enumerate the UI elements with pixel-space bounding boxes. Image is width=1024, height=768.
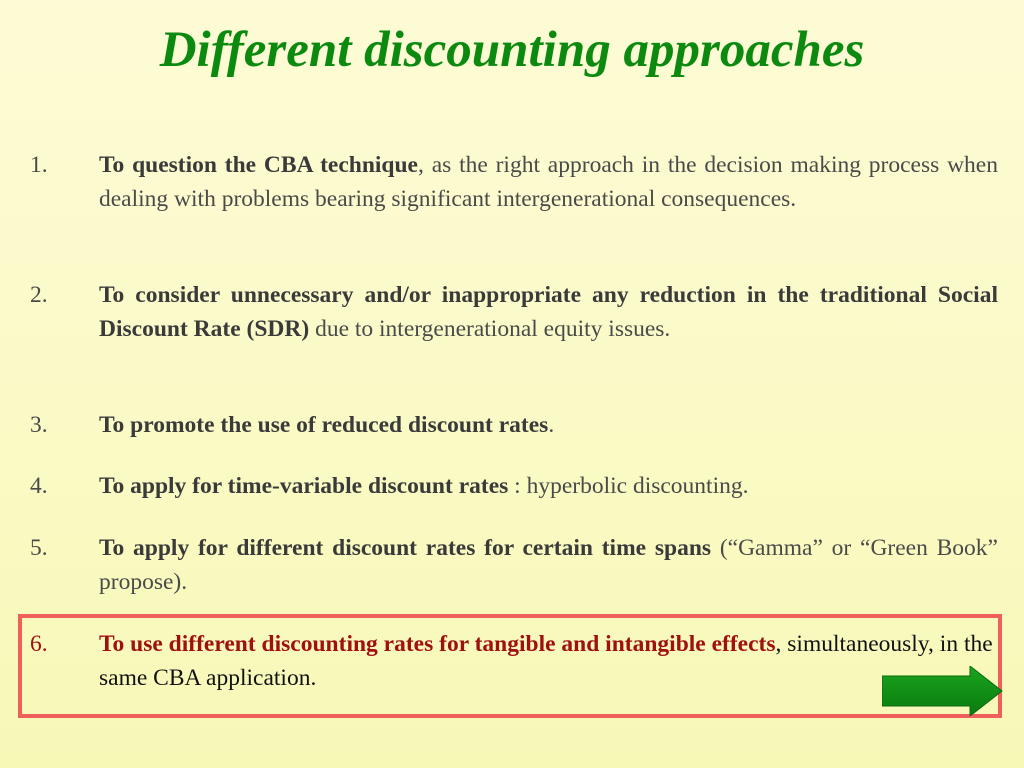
item-text (99, 627, 998, 695)
item-bold-text: To question the CBA technique (99, 152, 418, 178)
list-item-4 (30, 469, 998, 503)
item-number: 1. (30, 152, 48, 178)
list-item-5 (30, 531, 998, 599)
item-rest-text: due to intergenerational equity issues. (309, 316, 671, 342)
list-item-2 (30, 278, 998, 346)
item-bold-text: To use different discounting rates for tangible and intangible effects (99, 631, 776, 657)
item-text (99, 531, 998, 599)
list-item-3 (30, 408, 998, 442)
item-rest-text: , as the right approach in the decision making process when dealing with problems bearing significant intergenerational consequences. (99, 152, 998, 212)
item-text (99, 469, 998, 503)
item-rest-text: : hyperbolic discounting. (508, 473, 749, 499)
item-rest-text: , simultaneously, in the same CBA application. (99, 631, 993, 691)
item-rest-text: (“Gamma” or “Green Book” propose). (99, 535, 998, 595)
list-item-1 (30, 148, 998, 216)
item-number: 3. (30, 412, 48, 438)
item-number: 5. (30, 535, 48, 561)
item-bold-text: To consider unnecessary and/or inappropriate any reduction in the traditional Social Discount Rate (SDR) (99, 282, 998, 342)
right-arrow-icon[interactable] (882, 666, 1004, 716)
item-rest-text: . (548, 412, 555, 438)
slide-title: Different discounting approaches (159, 22, 865, 78)
item-text (99, 278, 998, 346)
item-number: 2. (30, 282, 48, 308)
item-bold-text: To promote the use of reduced discount rates (99, 412, 549, 438)
item-number: 6. (30, 631, 48, 657)
item-text (99, 148, 998, 216)
item-number: 4. (30, 473, 48, 499)
item-text (99, 408, 998, 442)
item-bold-text: To apply for different discount rates for certain time spans (99, 535, 712, 561)
item-bold-text: To apply for time-variable discount rates (99, 473, 509, 499)
list-item-6 (30, 627, 998, 695)
